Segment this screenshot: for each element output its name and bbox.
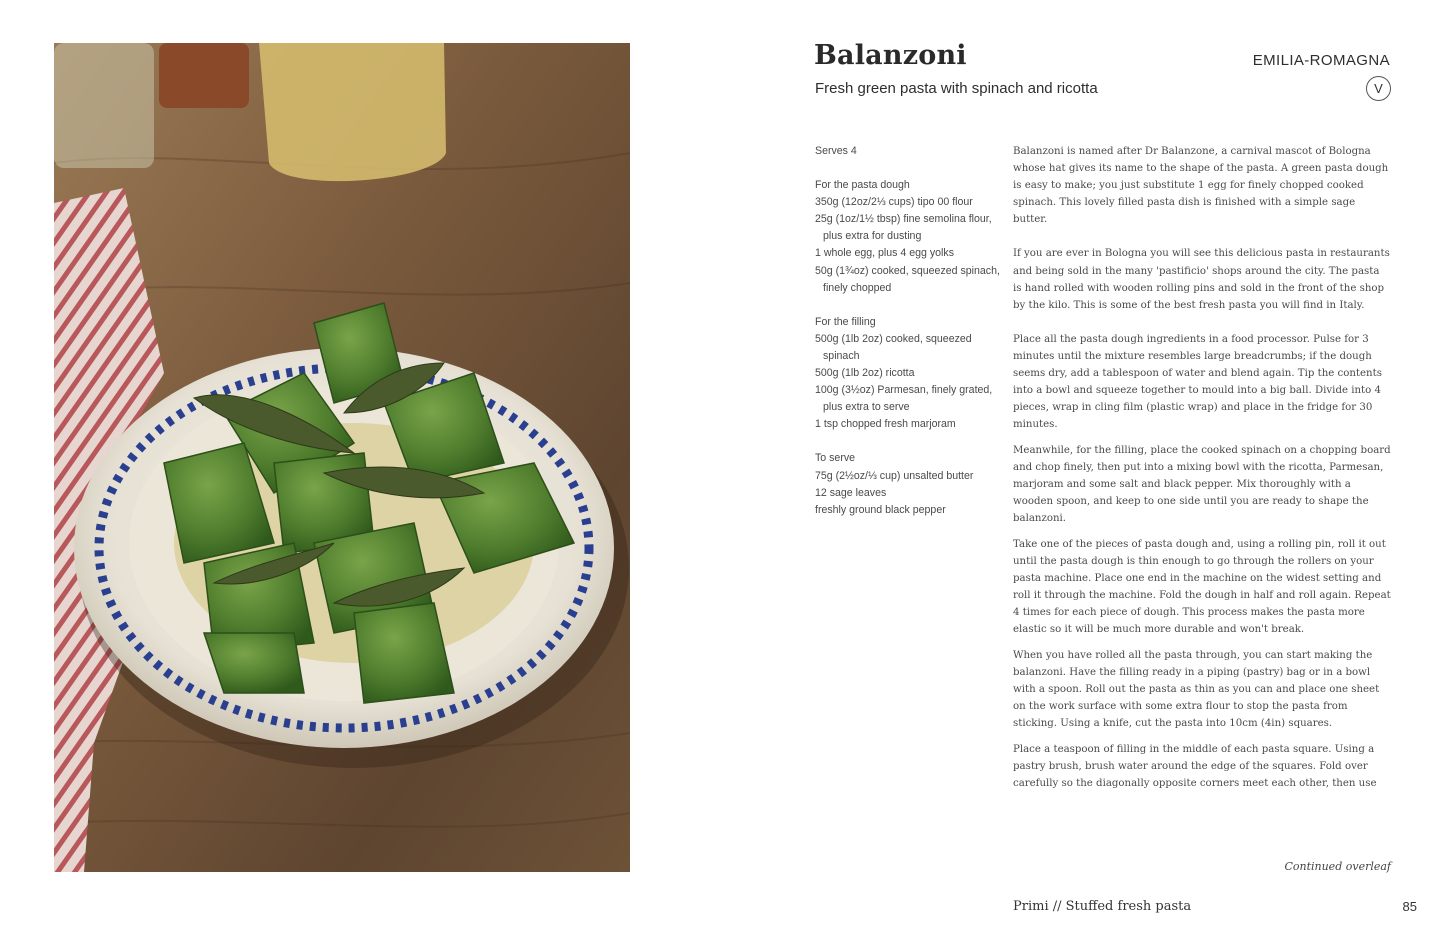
dish-photo	[54, 43, 630, 872]
method-step: When you have rolled all the pasta through, you can start making the balanzoni. Have the filling ready in a piping (pastry) bag or in a bowl with a spoon. Roll out the pasta as thin as you can and place one sheet on the work surface with some extra flour to stop the pasta from sticking. Using a knife, cut the pasta into 10cm (4in) squares.	[1013, 649, 1380, 730]
pepper-grinder	[159, 43, 249, 108]
ingredient-item: 75g (2½oz/⅓ cup) unsalted butter	[815, 469, 974, 482]
dough-heading: For the pasta dough	[815, 179, 910, 192]
ingredient-item: 25g (1oz/1½ tbsp) fine semolina flour, plus extra for dusting	[815, 213, 992, 243]
ingredient-item: 12 sage leaves	[815, 486, 887, 499]
balanzoni-plate-illustration	[54, 43, 630, 872]
section-running-footer: Primi // Stuffed fresh pasta	[1013, 899, 1192, 914]
filling-heading: For the filling	[815, 315, 876, 328]
intro-paragraph: If you are ever in Bologna you will see this delicious pasta in restaurants and being sold in the many 'pastificio' shops around the city. The pasta is hand rolled with wooden rolling pins and sold in the front of the shop by the kilo. This is some of the best fresh pasta you will find in Italy.	[1013, 248, 1390, 311]
ingredient-item: 1 whole egg, plus 4 egg yolks	[815, 247, 954, 260]
page-number: 85	[1402, 899, 1417, 914]
intro-paragraph: Balanzoni is named after Dr Balanzone, a carnival mascot of Bologna whose hat gives its name to the shape of the pasta. A green pasta dough is easy to make; you just substitute 1 egg for finely chopped cooked spinach. This lovely filled pasta dish is finished with a simple sage butter.	[1013, 146, 1389, 226]
ingredient-item: 350g (12oz/2⅓ cups) tipo 00 flour	[815, 196, 973, 209]
method-step: Take one of the pieces of pasta dough and, using a rolling pin, roll it out until the pasta dough is thin enough to go through the rollers on your pasta machine. Place one end in the machine on the widest setting and roll it through the machine. Fold the dough in half and roll again. Repeat 4 times for each piece of dough. This process makes the pasta more elastic so it will be much more durable and won't break.	[1013, 538, 1391, 636]
method-step: Meanwhile, for the filling, place the cooked spinach on a chopping board and chop finely, then put into a mixing bowl with the ricotta, Parmesan, marjoram and some salt and black pepper. Mix thoroughly with a wooden spoon, and keep to one side until you are ready to shape the balanzoni.	[1013, 444, 1391, 525]
recipe-subtitle: Fresh green pasta with spinach and ricotta	[815, 80, 1098, 97]
serves-block	[815, 143, 1000, 160]
method-column	[1013, 143, 1391, 801]
region-label: EMILIA-ROMAGNA	[1252, 52, 1390, 69]
ingredient-item: 500g (1lb 2oz) ricotta	[815, 367, 915, 380]
filling-ingredients	[815, 314, 1000, 434]
recipe-title: Balanzoni	[814, 40, 967, 71]
ingredient-item: 50g (1¾oz) cooked, squeezed spinach, finely chopped	[815, 264, 1000, 294]
olive-oil-bottle	[259, 43, 446, 181]
glass	[54, 43, 154, 168]
ingredients-column	[815, 143, 1000, 536]
ingredient-item: 500g (1lb 2oz) cooked, squeezed spinach	[815, 332, 972, 362]
ingredient-item: freshly ground black pepper	[815, 503, 946, 516]
method-step: Place a teaspoon of filling in the middle of each pasta square. Using a pastry brush, brush water around the edge of the squares. Fold over carefully so the diagonally opposite corners meet each other, then use	[1013, 743, 1377, 790]
method-step: Place all the pasta dough ingredients in a food processor. Pulse for 3 minutes until the mixture resembles large breadcrumbs; if the dough seems dry, add a tablespoon of water and blend again. Tip the contents into a bowl and squeeze together to mould into a big ball. Divide into 4 pieces, wrap in cling film (plastic wrap) and place in the fridge for 30 minutes.	[1013, 333, 1382, 431]
ingredient-item: 1 tsp chopped fresh marjoram	[815, 418, 956, 431]
ingredient-item: 100g (3½oz) Parmesan, finely grated, plus extra to serve	[815, 384, 993, 414]
continued-note: Continued overleaf	[1284, 860, 1391, 873]
serve-ingredients	[815, 450, 1000, 518]
dough-ingredients	[815, 177, 1000, 297]
serves-text: Serves 4	[815, 145, 857, 157]
serve-heading: To serve	[815, 452, 856, 465]
vegetarian-badge: V	[1366, 76, 1391, 101]
